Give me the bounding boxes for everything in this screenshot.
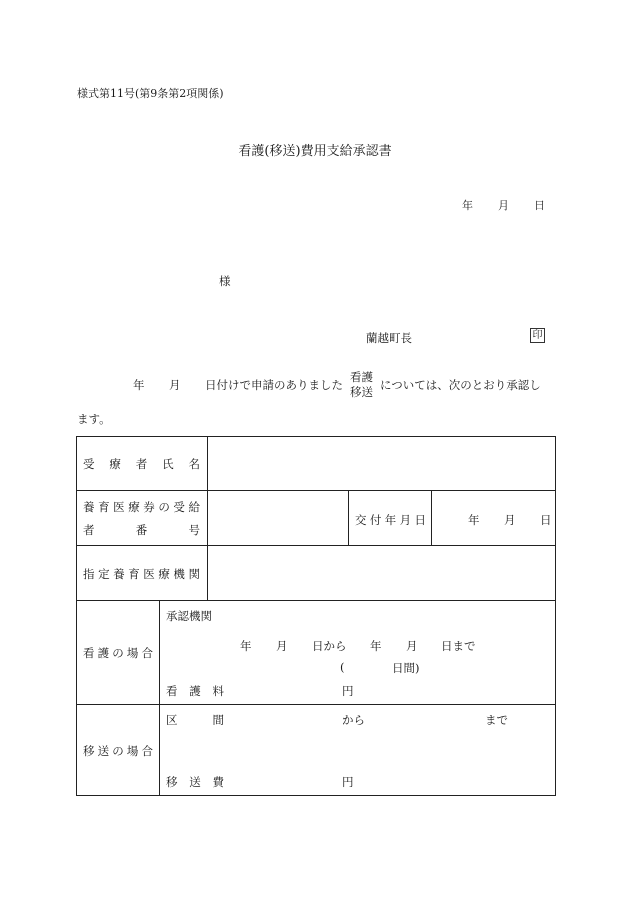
certificate-label-line1: 養 育 医 療 券 の 受 給 [83,500,200,514]
addressee-suffix: 様 [219,274,231,288]
option-transport: 移送 [350,385,373,399]
certificate-label-line2: 者 番 号 [83,523,200,537]
period-start-month: 月 [276,639,288,653]
seal-mark: 印 [530,328,545,343]
issue-date-label: 交 付 年 月 日 [355,513,426,527]
approval-institution-label: 承認機関 [166,609,212,623]
issue-date-year: 年 [468,513,480,527]
recipient-name-label: 受 療 者 氏 名 [83,457,200,471]
body-month-label: 月 [169,378,181,392]
transport-fee-unit: 円 [342,775,354,789]
transport-section-label: 区 間 [166,713,224,727]
nursing-case-label: 看 護 の 場 合 [83,646,153,660]
document-title: 看護(移送)費用支給承認書 [238,144,392,159]
issue-date-day: 日 [540,513,552,527]
date-year-label: 年 [462,199,473,212]
days-close: 日間) [392,661,420,675]
body-tail: については、次のとおり承認し [380,378,541,392]
recipient-name-field[interactable] [208,437,554,489]
period-start-year: 年 [240,639,252,653]
body-year-label: 年 [133,378,145,392]
designated-institution-label: 指 定 養 育 医 療 機 関 [83,567,200,581]
transport-from: から [342,713,365,727]
designated-institution-field[interactable] [208,546,554,599]
nursing-fee-unit: 円 [342,684,354,698]
period-until: 日まで [441,639,476,653]
transport-case-label: 移 送 の 場 合 [83,744,153,758]
issue-date-month: 月 [504,513,516,527]
period-from: 日から [312,639,347,653]
option-stack [350,370,373,400]
certificate-number-field[interactable] [208,491,347,544]
days-open: ( [340,660,345,674]
form-number: 様式第11号(第9条第2項関係) [77,87,224,100]
nursing-fee-label: 看 護 料 [166,684,224,698]
period-end-year: 年 [370,639,382,653]
date-day-label: 日 [534,199,545,212]
period-end-month: 月 [406,639,418,653]
transport-fee-label: 移 送 費 [166,775,224,789]
issuer-name: 蘭越町長 [366,331,412,345]
transport-to: まで [485,713,508,727]
body-continuation: ます。 [77,412,111,426]
body-day-phrase: 日付けで申請のありました [205,378,343,392]
option-nursing: 看護 [350,370,373,384]
date-month-label: 月 [498,199,509,212]
